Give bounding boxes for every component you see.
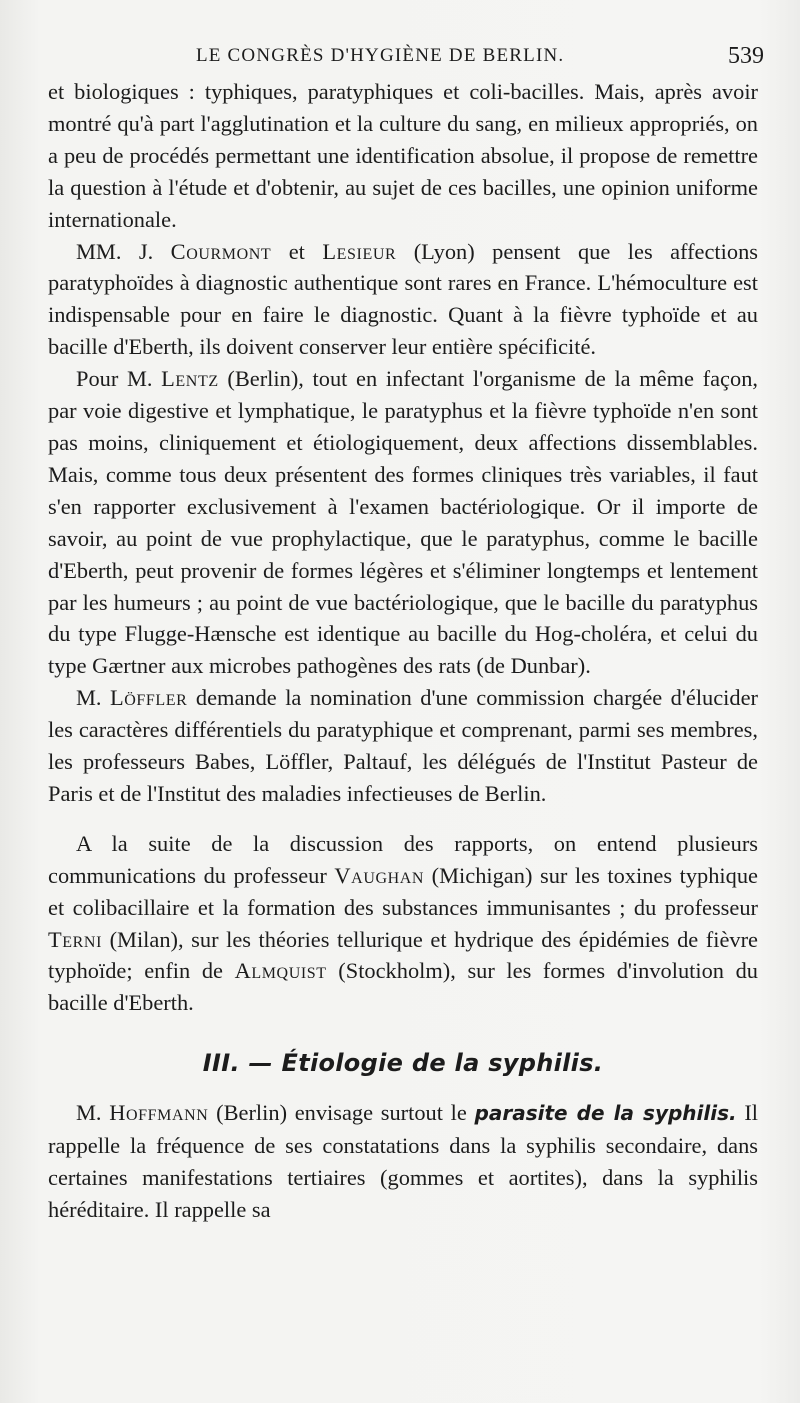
paragraph-text: (Stockholm), sur les formes d'involution du bacille d'Eberth.: [48, 958, 759, 1016]
paragraph-prefix: M.: [76, 1100, 110, 1126]
paragraph-lentz: [48, 363, 758, 682]
page-header: [48, 40, 764, 72]
paragraph-prefix: MM. J.: [76, 238, 171, 264]
paragraph-gap: [48, 810, 758, 828]
paragraph-text: A la suite de la discussion des rapports, on entend plusieurs communications du professeur: [48, 830, 758, 888]
conjunction: et: [271, 238, 323, 264]
heading-gap: [48, 1019, 758, 1047]
author-name: Hoffmann: [109, 1100, 209, 1126]
paragraph-prefix: Pour M.: [76, 366, 162, 392]
paragraph-text: (Berlin), tout en infectant l'organisme de la même façon, par voie digestive et lymphatique, le paratyphus et la fièvre typhoïde n'en sont pas moins, cliniquement et étiologiquement, deux affections dissemblables. Mais, comme tous deux présentent des formes cliniques très variables, il faut s'en rapporter exclusivement à l'examen bactériologique. Or il importe de savoir, au point de vue prophylactique, que le paratyphus, comme le bacille d'Eberth, peut provenir de formes légères et s'éliminer longtemps et lentement par les humeurs ; au point de vue bactériologique, que le bacille du paratyphus du type Flugge-Hænsche est identique au bacille du Hog-choléra, et celui du type Gærtner aux microbes pathogènes des rats (de Dunbar).: [48, 366, 758, 679]
paragraph-text: (Berlin) envisage surtout le: [208, 1100, 475, 1126]
paragraph-text: (Michigan) sur les toxines typhique et colibacillaire et la formation des substances immunisantes ; du professeur: [48, 862, 758, 920]
paragraph-courmont-lesieur: [48, 236, 758, 364]
paragraph-communications: [48, 828, 758, 1019]
body-text: [48, 76, 758, 1226]
paragraph-text: (Lyon) pensent que les affections paratyphoïdes à diagnostic authentique sont rares en France. L'hémoculture est indispensable pour en faire le diagnostic. Quant à la fièvre typhoïde et au bacille d'Eberth, ils doivent conserver leur entière spécificité.: [48, 238, 758, 360]
author-name: Lentz: [161, 366, 219, 392]
paragraph-text: et biologiques : typhiques, paratyphiques et coli-bacilles. Mais, après avoir montré qu'à part l'agglutination et la culture du sang, en milieux appropriés, on a peu de procédés permettant une identification absolue, il propose de remettre la question à l'étude et d'obtenir, au sujet de ces bacilles, une opinion uniforme internationale.: [48, 79, 758, 232]
page-number: 539: [728, 43, 764, 69]
emphasis-text: parasite de la syphilis.: [474, 1101, 737, 1126]
paragraph-text: Il rappelle la fréquence de ses constatations dans la syphilis secondaire, dans certaines manifestations tertiaires (gommes et aortites), dans la syphilis héréditaire. Il rappelle sa: [48, 1100, 759, 1222]
paragraph-text: demande la nomination d'une commission chargée d'élucider les caractères différentiels du paratyphique et comprenant, parmi ses membres, les professeurs Babes, Löffler, Paltauf, les délégués de l'Institut Pasteur de Paris et de l'Institut des maladies infectieuses de Berlin.: [48, 685, 758, 806]
paragraph-continuation: [48, 76, 758, 236]
author-name: Almquist: [234, 958, 327, 984]
paragraph-hoffmann: [48, 1097, 758, 1226]
author-name: Terni: [48, 926, 103, 952]
author-name: Lesieur: [322, 238, 397, 264]
running-title: LE CONGRÈS D'HYGIÈNE DE BERLIN.: [196, 45, 565, 66]
author-name: Vaughan: [334, 862, 425, 888]
author-name: Löffler: [109, 685, 188, 711]
paragraph-loffler: [48, 682, 758, 810]
section-heading: III. — Étiologie de la syphilis.: [202, 1049, 604, 1078]
author-name: Courmont: [170, 238, 272, 264]
paragraph-prefix: M.: [76, 685, 110, 711]
heading-gap: [48, 1079, 758, 1097]
paragraph-text: (Milan), sur les théories tellurique et hydrique des épidémies de fièvre typhoïde; enfin de: [48, 926, 758, 984]
